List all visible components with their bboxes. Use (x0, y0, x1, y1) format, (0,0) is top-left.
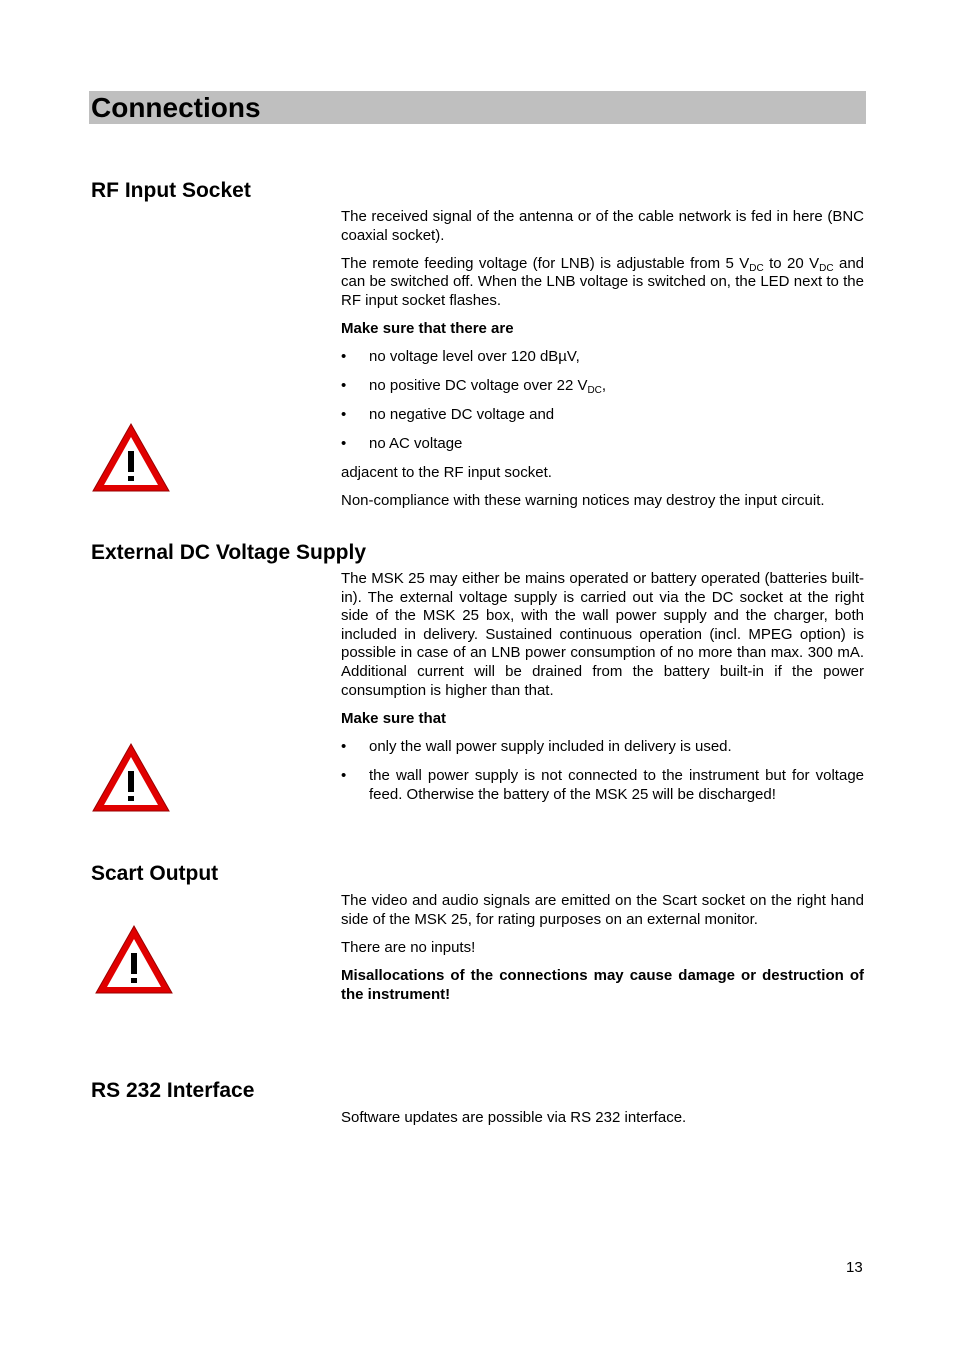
list-item: • the wall power supply is not connected to the instrument but for voltage feed. Otherwise the battery of the MSK 25 will be discharged! (341, 766, 864, 803)
dc-warning-list (341, 738, 864, 804)
title-bar (89, 91, 866, 124)
list-item: • only the wall power supply included in delivery is used. (341, 737, 732, 755)
rf-heading: RF Input Socket (91, 179, 251, 202)
warning-triangle-icon (91, 742, 171, 814)
scart-paragraph-1: The video and audio signals are emitted on the Scart socket on the right hand side of the MSK 25, for rating purposes on an external monitor. (341, 892, 864, 928)
rs232-paragraph-1: Software updates are possible via RS 232 interface. (341, 1109, 687, 1126)
rf-paragraph-2: The remote feeding voltage (for LNB) is adjustable from 5 $V_{DC}$ to 20 $V_{DC}$ and can be switched off. When the LNB voltage is switched on, the LED next to the RF input socket flashes. (341, 254, 865, 309)
rf-paragraph-1: The received signal of the antenna or of the cable network is fed in here (BNC coaxial socket). (341, 208, 864, 244)
dc-make-sure: Make sure that (341, 709, 447, 727)
dc-body (341, 570, 864, 815)
dc-paragraph-1: The MSK 25 may either be mains operated or battery operated (batteries built-in). The external voltage supply is carried out via the DC socket at the right side of the MSK 25 box, with the wall power supply and the charger, both included in delivery. Sustained continuous operation (incl. MPEG option) is possible in case of an LNB power consumption of no more than max. 300 mA. Additional current will be drained from the battery built-in if the power consumption is higher than that. (341, 570, 864, 699)
rs232-body (341, 1109, 864, 1137)
list-item: • no voltage level over 120 dBµV, (341, 348, 580, 366)
warning-triangle-icon (91, 422, 171, 494)
rf-paragraph-4: Non-compliance with these warning notices may destroy the input circuit. (341, 492, 825, 510)
rf-paragraph-3: adjacent to the RF input socket. (341, 464, 552, 482)
rf-body (341, 208, 864, 521)
rf-make-sure: Make sure that there are (341, 320, 514, 338)
list-item: • no negative DC voltage and (341, 406, 555, 424)
dc-heading: External DC Voltage Supply (91, 541, 366, 564)
list-item: • no positive DC voltage over 22 $V_{DC}$, (341, 377, 607, 397)
scart-paragraph-2: There are no inputs! (341, 938, 476, 956)
warning-triangle-icon (94, 924, 174, 996)
scart-paragraph-3: Misallocations of the connections may cause damage or destruction of the instrument! (341, 966, 864, 1003)
page-title: Connections (91, 92, 261, 123)
rf-warning-list (341, 348, 864, 454)
rs232-heading: RS 232 Interface (91, 1079, 255, 1102)
scart-heading: Scart Output (91, 862, 219, 885)
list-item: • no AC voltage (341, 435, 463, 453)
page-number: 13 (846, 1259, 863, 1276)
scart-body (341, 892, 864, 1014)
